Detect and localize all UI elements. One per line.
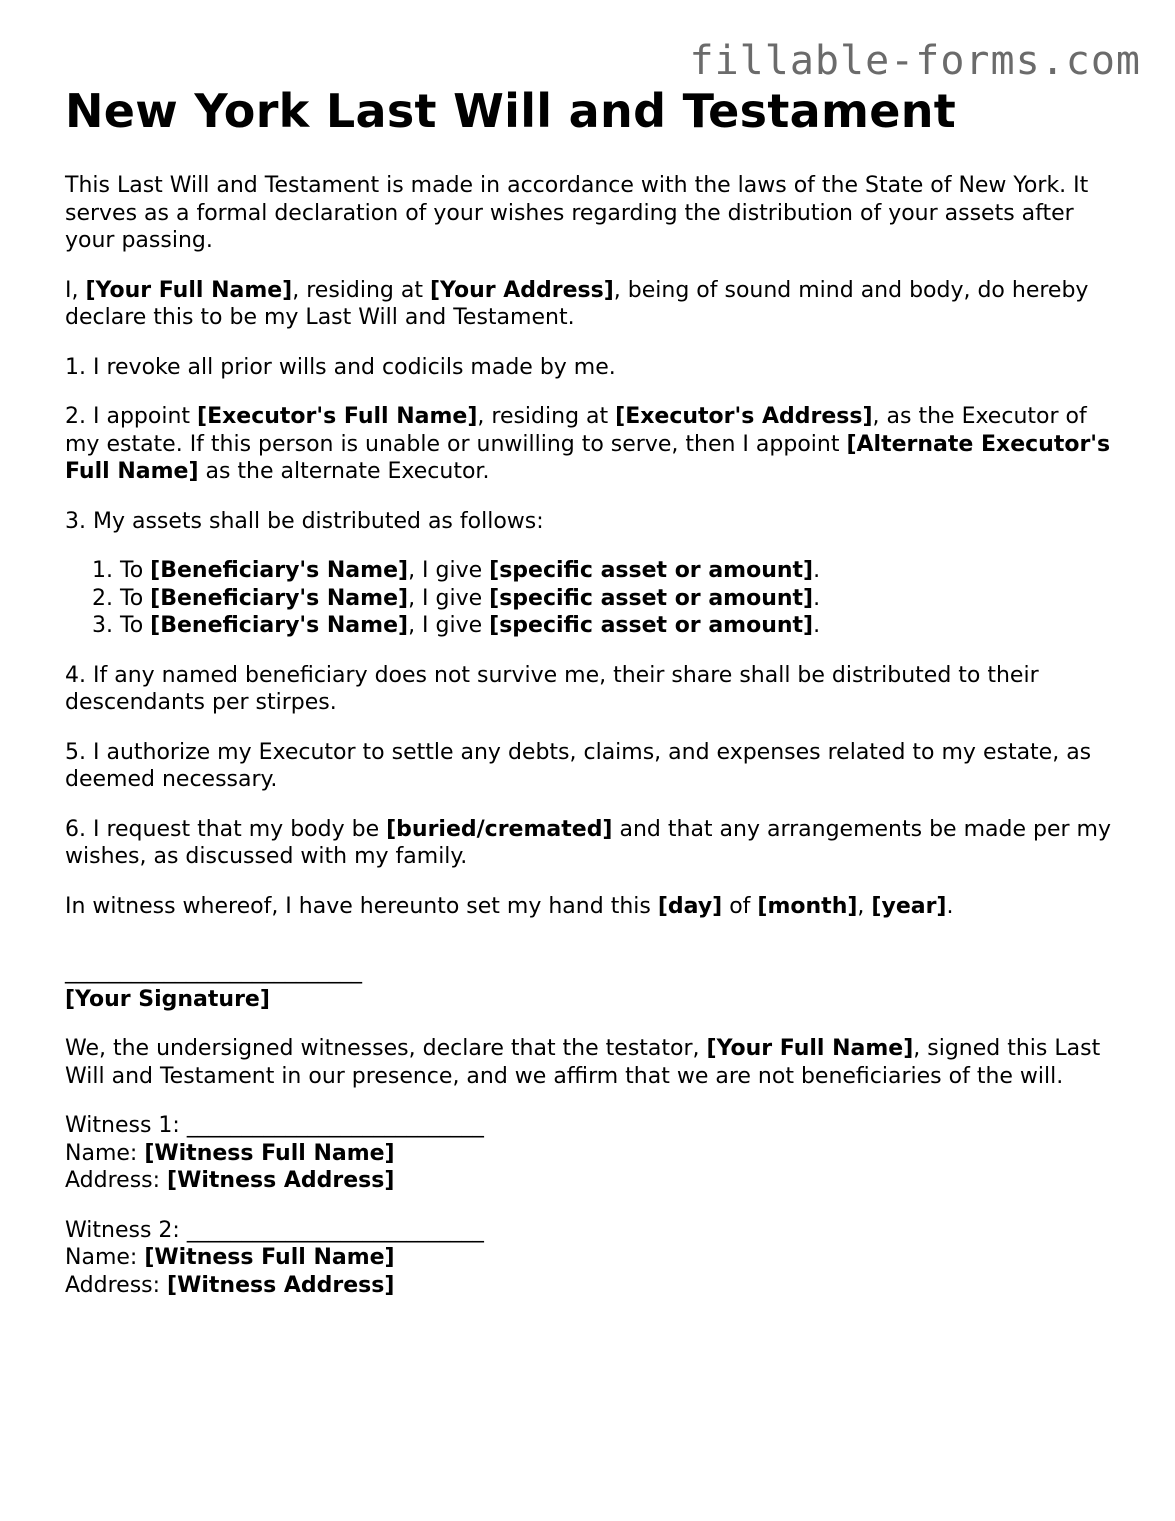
document-body — [65, 82, 1125, 1321]
beneficiary-field: [Beneficiary's Name] — [150, 558, 409, 583]
clause-5: 5. I authorize my Executor to settle any debts, claims, and expenses related to my estate, as deemed necessary. — [65, 739, 1092, 792]
witness-1-name-field: [Witness Full Name] — [144, 1140, 395, 1166]
declaration-paragraph: I, [Your Full Name], residing at [Your Address], being of sound mind and body, do hereby declare this to be my Last Will and Testament. — [65, 277, 1089, 330]
intro-paragraph: This Last Will and Testament is made in accordance with the laws of the State of New York. It serves as a formal declaration of your wishes regarding the distribution of your assets after your passing. — [65, 173, 1089, 253]
signature-block — [65, 942, 1125, 1013]
witness-2-address-field: [Witness Address] — [167, 1272, 395, 1298]
clause-2: 2. I appoint [Executor's Full Name], residing at [Executor's Address], as the Executor of my estate. If this person is unable or unwilling to serve, then I appoint [Alternate Executor's Full Name] as the alternate Executor. — [65, 404, 1111, 484]
executor-address-field: [Executor's Address] — [615, 404, 873, 429]
page-title: New York Last Will and Testament — [65, 84, 957, 138]
witness-2-signature-line[interactable]: ___________________________ — [186, 1217, 484, 1243]
witness-1-address-field: [Witness Address] — [167, 1168, 395, 1193]
testator-name-field: [Your Full Name] — [706, 1036, 914, 1061]
alternate-executor-field: [Alternate Executor's Full Name] — [65, 431, 1111, 484]
clause-3: 3. My assets shall be distributed as follows: — [65, 508, 544, 534]
beneficiary-field: [Beneficiary's Name] — [150, 613, 409, 638]
list-item: 2. To [Beneficiary's Name], I give [specific asset or amount]. — [120, 585, 1125, 613]
asset-field: [specific asset or amount] — [489, 585, 814, 611]
witness-clause: In witness whereof, I have hereunto set my hand this [day] of [month], [year]. — [65, 893, 954, 919]
asset-field: [specific asset or amount] — [489, 558, 814, 583]
testator-address-field: [Your Address] — [429, 277, 614, 303]
month-field: [month] — [757, 893, 858, 919]
clause-4: 4. If any named beneficiary does not survive me, their share shall be distributed to their descendants per stirpes. — [65, 662, 1039, 715]
witness-1-signature-line[interactable]: ___________________________ — [186, 1113, 484, 1138]
day-field: [day] — [657, 893, 723, 919]
list-item: 1. To [Beneficiary's Name], I give [specific asset or amount]. — [120, 557, 1125, 585]
witness-2-name-field: [Witness Full Name] — [144, 1245, 395, 1270]
clause-1: 1. I revoke all prior wills and codicils made by me. — [65, 354, 616, 380]
witness-1-block: Witness 1: ___________________________ Name: [Witness Full Name] Address: [Witness Address] — [65, 1113, 484, 1193]
asset-field: [specific asset or amount] — [489, 613, 814, 638]
burial-choice-field: [buried/cremated] — [386, 816, 613, 842]
witness-2-block: Witness 2: ___________________________ Name: [Witness Full Name] Address: [Witness Address] — [65, 1217, 484, 1298]
list-item: 3. To [Beneficiary's Name], I give [specific asset or amount]. — [120, 612, 1125, 640]
testator-name-field: [Your Full Name] — [85, 277, 293, 303]
year-field: [year] — [871, 893, 947, 919]
attestation-paragraph: We, the undersigned witnesses, declare that the testator, [Your Full Name], signed this Last Will and Testament in our presence, and we affirm that we are not beneficiaries of the will. — [65, 1036, 1101, 1089]
clause-6: 6. I request that my body be [buried/cremated] and that any arrangements be made per my wishes, as discussed with my family. — [65, 816, 1111, 869]
signature-label: [Your Signature] — [65, 986, 270, 1012]
asset-list — [65, 557, 1125, 640]
executor-name-field: [Executor's Full Name] — [197, 404, 478, 429]
signature-line[interactable]: ___________________________ — [65, 959, 362, 984]
watermark: fillable-forms.com — [689, 38, 1141, 84]
beneficiary-field: [Beneficiary's Name] — [150, 585, 409, 611]
